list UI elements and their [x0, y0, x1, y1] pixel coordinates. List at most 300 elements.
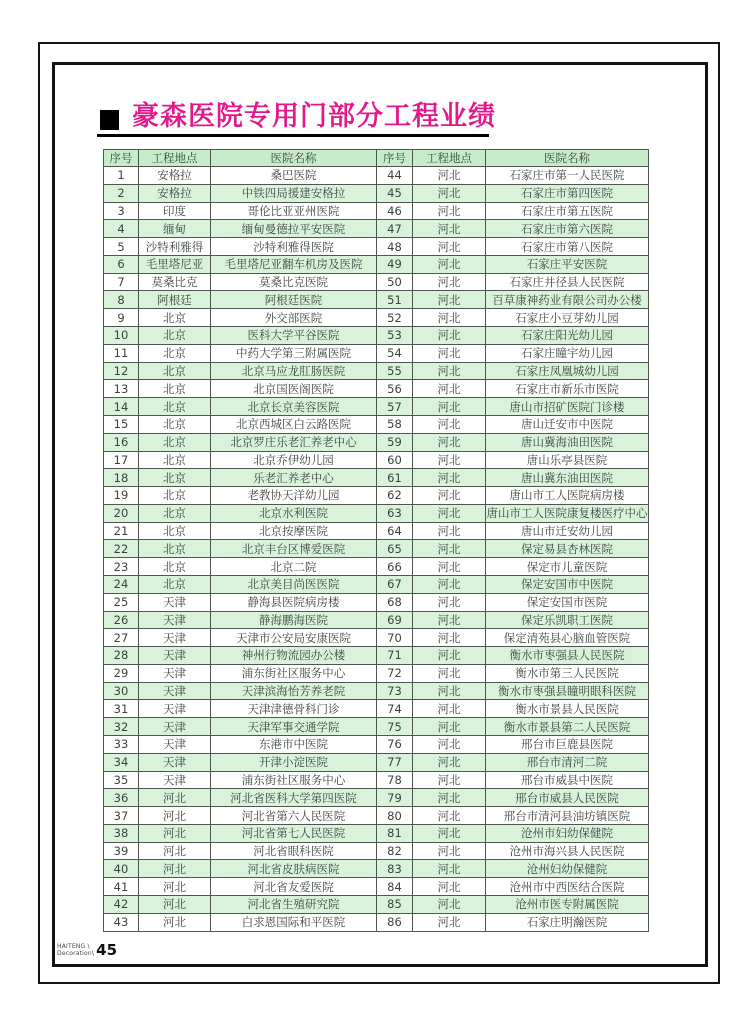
row-number-cell: 69: [377, 611, 413, 629]
hospital-name-cell: 河北省眼科医院: [211, 842, 377, 860]
row-number-cell: 27: [104, 629, 139, 647]
location-cell: 河北: [139, 878, 211, 896]
location-cell: 北京: [139, 433, 211, 451]
hospital-name-cell: 开津小淀医院: [211, 753, 377, 771]
row-number-cell: 71: [377, 647, 413, 665]
table-row: [104, 202, 649, 220]
hospital-name-cell: 石家庄市第八医院: [486, 238, 649, 256]
row-number-cell: 9: [104, 309, 139, 327]
row-number-cell: 65: [377, 540, 413, 558]
hospital-name-cell: 东港市中医院: [211, 736, 377, 754]
location-cell: 北京: [139, 487, 211, 505]
table-row: [104, 398, 649, 416]
row-number-cell: 81: [377, 824, 413, 842]
row-number-cell: 53: [377, 327, 413, 345]
location-cell: 河北: [413, 184, 486, 202]
table-row: [104, 824, 649, 842]
table-row: [104, 309, 649, 327]
location-cell: 河北: [413, 451, 486, 469]
location-cell: 河北: [413, 309, 486, 327]
location-cell: 河北: [139, 913, 211, 931]
hospital-name-cell: 衡水市枣强县瞳明眼科医院: [486, 682, 649, 700]
hospital-name-cell: 唐山冀海油田医院: [486, 433, 649, 451]
table-row: [104, 575, 649, 593]
hospital-name-cell: 沧州市妇幼保健院: [486, 824, 649, 842]
location-cell: 河北: [413, 736, 486, 754]
hospital-name-cell: 唐山迁安市中医院: [486, 415, 649, 433]
hospital-name-cell: 石家庄凤凰城幼儿园: [486, 362, 649, 380]
footer-logo: [57, 943, 117, 958]
location-cell: 河北: [139, 896, 211, 914]
row-number-cell: 67: [377, 575, 413, 593]
hospital-name-cell: 石家庄瞳宇幼儿园: [486, 344, 649, 362]
row-number-cell: 86: [377, 913, 413, 931]
row-number-cell: 13: [104, 380, 139, 398]
location-cell: 北京: [139, 558, 211, 576]
table-row: [104, 611, 649, 629]
row-number-cell: 10: [104, 327, 139, 345]
hospital-name-cell: 缅甸曼德拉平安医院: [211, 220, 377, 238]
location-cell: 天津: [139, 647, 211, 665]
row-number-cell: 3: [104, 202, 139, 220]
row-number-cell: 15: [104, 415, 139, 433]
location-cell: 河北: [413, 344, 486, 362]
location-cell: 河北: [413, 398, 486, 416]
hospital-name-cell: 天津市公安局安康医院: [211, 629, 377, 647]
hospital-name-cell: 石家庄阳光幼儿园: [486, 327, 649, 345]
row-number-cell: 20: [104, 504, 139, 522]
table-row: [104, 558, 649, 576]
row-number-cell: 75: [377, 718, 413, 736]
location-cell: 河北: [413, 611, 486, 629]
location-cell: 河北: [413, 753, 486, 771]
location-cell: 河北: [413, 238, 486, 256]
location-cell: 安格拉: [139, 184, 211, 202]
row-number-cell: 78: [377, 771, 413, 789]
row-number-cell: 17: [104, 451, 139, 469]
hospital-name-cell: 唐山冀东油田医院: [486, 469, 649, 487]
location-cell: 河北: [413, 220, 486, 238]
table-row: [104, 273, 649, 291]
location-cell: 天津: [139, 753, 211, 771]
hospital-name-cell: 保定安国市医院: [486, 593, 649, 611]
hospital-name-cell: 北京二院: [211, 558, 377, 576]
hospital-name-cell: 唐山市招矿医院门诊楼: [486, 398, 649, 416]
table-row: [104, 629, 649, 647]
hospital-name-cell: 河北省生殖研究院: [211, 896, 377, 914]
row-number-cell: 59: [377, 433, 413, 451]
row-number-cell: 56: [377, 380, 413, 398]
hospital-name-cell: 保定易县杏林医院: [486, 540, 649, 558]
row-number-cell: 84: [377, 878, 413, 896]
row-number-cell: 48: [377, 238, 413, 256]
hospital-name-cell: 天津津德骨科门诊: [211, 700, 377, 718]
location-cell: 天津: [139, 664, 211, 682]
hospital-name-cell: 衡水市第三人民医院: [486, 664, 649, 682]
row-number-cell: 18: [104, 469, 139, 487]
location-cell: 河北: [413, 807, 486, 825]
row-number-cell: 47: [377, 220, 413, 238]
location-cell: 北京: [139, 380, 211, 398]
row-number-cell: 37: [104, 807, 139, 825]
hospital-name-cell: 邢台市威县中医院: [486, 771, 649, 789]
hospital-name-cell: 河北省第七人民医院: [211, 824, 377, 842]
location-cell: 河北: [413, 167, 486, 185]
location-cell: 天津: [139, 593, 211, 611]
hospital-name-cell: 中药大学第三附属医院: [211, 344, 377, 362]
table-row: [104, 842, 649, 860]
row-number-cell: 70: [377, 629, 413, 647]
location-cell: 河北: [413, 504, 486, 522]
row-number-cell: 60: [377, 451, 413, 469]
header-serial-right: 序号: [377, 150, 413, 167]
hospital-name-cell: 河北省医科大学第四医院: [211, 789, 377, 807]
location-cell: 北京: [139, 522, 211, 540]
hospital-name-cell: 衡水市枣强县人民医院: [486, 647, 649, 665]
hospital-name-cell: 保定市儿童医院: [486, 558, 649, 576]
hospital-name-cell: 北京按摩医院: [211, 522, 377, 540]
location-cell: 河北: [413, 522, 486, 540]
hospital-name-cell: 邢台市威县人民医院: [486, 789, 649, 807]
location-cell: 河北: [413, 896, 486, 914]
table-row: [104, 433, 649, 451]
location-cell: 河北: [413, 842, 486, 860]
hospital-name-cell: 石家庄市第六医院: [486, 220, 649, 238]
hospital-name-cell: 医科大学平谷医院: [211, 327, 377, 345]
row-number-cell: 45: [377, 184, 413, 202]
location-cell: 河北: [413, 433, 486, 451]
hospital-name-cell: 唐山市工人医院康复楼医疗中心: [486, 506, 648, 521]
row-number-cell: 34: [104, 753, 139, 771]
hospital-name-cell: 沧州妇幼保健院: [486, 860, 649, 878]
location-cell: 河北: [139, 860, 211, 878]
location-cell: 北京: [139, 540, 211, 558]
row-number-cell: 33: [104, 736, 139, 754]
location-cell: 河北: [139, 807, 211, 825]
location-cell: 北京: [139, 504, 211, 522]
hospital-name-cell: 静海县医院病房楼: [211, 593, 377, 611]
location-cell: 北京: [139, 344, 211, 362]
hospital-name-cell: 浦东街社区服务中心: [211, 664, 377, 682]
location-cell: 河北: [139, 824, 211, 842]
hospital-name-cell: 百草康神药业有限公司办公楼: [486, 291, 649, 309]
table-header-row: [104, 150, 649, 167]
table-row: [104, 647, 649, 665]
row-number-cell: 52: [377, 309, 413, 327]
location-cell: 河北: [413, 860, 486, 878]
location-cell: 河北: [413, 540, 486, 558]
hospital-name-cell: 外交部医院: [211, 309, 377, 327]
title-block: [100, 101, 496, 133]
row-number-cell: 79: [377, 789, 413, 807]
header-location-left: 工程地点: [139, 150, 211, 167]
hospital-name-cell: 邢台市清河县油坊镇医院: [486, 807, 649, 825]
location-cell: 河北: [413, 718, 486, 736]
hospital-name-cell: 北京罗庄乐老汇养老中心: [211, 433, 377, 451]
row-number-cell: 66: [377, 558, 413, 576]
location-cell: 河北: [413, 878, 486, 896]
hospital-name-cell: 石家庄井径县人民医院: [486, 273, 649, 291]
logo-line1: HAITENG \: [57, 943, 90, 951]
row-number-cell: 30: [104, 682, 139, 700]
logo-line2: Decoration\: [57, 950, 95, 958]
hospital-name-cell: 北京美目尚医医院: [211, 575, 377, 593]
location-cell: 河北: [413, 913, 486, 931]
hospital-name-cell: 浦东街社区服务中心: [211, 771, 377, 789]
hospital-name-cell: 保定清苑县心脑血管医院: [486, 629, 649, 647]
hospital-name-cell: 神州行物流园办公楼: [211, 647, 377, 665]
table-row: [104, 327, 649, 345]
row-number-cell: 12: [104, 362, 139, 380]
hospital-name-cell: 北京乔伊幼儿园: [211, 451, 377, 469]
row-number-cell: 31: [104, 700, 139, 718]
hospital-name-cell: 北京国医阁医院: [211, 380, 377, 398]
table-row: [104, 771, 649, 789]
row-number-cell: 16: [104, 433, 139, 451]
row-number-cell: 83: [377, 860, 413, 878]
row-number-cell: 14: [104, 398, 139, 416]
location-cell: 缅甸: [139, 220, 211, 238]
hospital-name-cell: 河北省皮肤病医院: [211, 860, 377, 878]
table-row: [104, 291, 649, 309]
hospital-name-cell: 老教协天洋幼儿园: [211, 487, 377, 505]
location-cell: 河北: [413, 291, 486, 309]
location-cell: 河北: [413, 824, 486, 842]
location-cell: 北京: [139, 309, 211, 327]
hospital-name-cell: 乐老汇养老中心: [211, 469, 377, 487]
table-row: [104, 469, 649, 487]
table-row: [104, 789, 649, 807]
table-row: [104, 167, 649, 185]
row-number-cell: 82: [377, 842, 413, 860]
hospital-name-cell: 石家庄市第四医院: [486, 184, 649, 202]
hospital-name-cell: 沙特利雅得医院: [211, 238, 377, 256]
hospital-name-cell: 保定乐凯职工医院: [486, 611, 649, 629]
hospital-name-cell: 衡水市景县人民医院: [486, 700, 649, 718]
title-underline: [97, 134, 489, 137]
table-row: [104, 593, 649, 611]
location-cell: 北京: [139, 469, 211, 487]
table-row: [104, 220, 649, 238]
hospital-name-cell: 河北省友爱医院: [211, 878, 377, 896]
table-row: [104, 255, 649, 273]
location-cell: 河北: [139, 789, 211, 807]
row-number-cell: 2: [104, 184, 139, 202]
hospital-name-cell: 北京丰台区博爱医院: [211, 540, 377, 558]
row-number-cell: 36: [104, 789, 139, 807]
row-number-cell: 50: [377, 273, 413, 291]
location-cell: 河北: [413, 415, 486, 433]
table-row: [104, 682, 649, 700]
row-number-cell: 58: [377, 415, 413, 433]
location-cell: 河北: [413, 255, 486, 273]
achievements-table-wrap: [103, 149, 648, 932]
row-number-cell: 51: [377, 291, 413, 309]
row-number-cell: 19: [104, 487, 139, 505]
row-number-cell: 61: [377, 469, 413, 487]
location-cell: 印度: [139, 202, 211, 220]
location-cell: 天津: [139, 700, 211, 718]
row-number-cell: 21: [104, 522, 139, 540]
row-number-cell: 68: [377, 593, 413, 611]
location-cell: 河北: [139, 842, 211, 860]
hospital-name-cell: 沧州市中西医结合医院: [486, 878, 649, 896]
row-number-cell: 42: [104, 896, 139, 914]
row-number-cell: 1: [104, 167, 139, 185]
row-number-cell: 49: [377, 255, 413, 273]
row-number-cell: 22: [104, 540, 139, 558]
location-cell: 河北: [413, 629, 486, 647]
location-cell: 安格拉: [139, 167, 211, 185]
table-row: [104, 184, 649, 202]
table-row: [104, 664, 649, 682]
row-number-cell: 4: [104, 220, 139, 238]
hospital-name-cell: 北京长京美容医院: [211, 398, 377, 416]
location-cell: 河北: [413, 202, 486, 220]
hospital-name-cell: 石家庄小豆芽幼儿园: [486, 309, 649, 327]
row-number-cell: 41: [104, 878, 139, 896]
row-number-cell: 39: [104, 842, 139, 860]
row-number-cell: 26: [104, 611, 139, 629]
location-cell: 北京: [139, 415, 211, 433]
location-cell: 河北: [413, 380, 486, 398]
table-row: [104, 700, 649, 718]
row-number-cell: 11: [104, 344, 139, 362]
location-cell: 北京: [139, 362, 211, 380]
location-cell: 河北: [413, 682, 486, 700]
table-row: [104, 807, 649, 825]
table-row: [104, 896, 649, 914]
location-cell: 天津: [139, 629, 211, 647]
row-number-cell: 32: [104, 718, 139, 736]
hospital-name-cell: 邢台市清河二院: [486, 753, 649, 771]
row-number-cell: 6: [104, 255, 139, 273]
hospital-name-cell: 哥伦比亚亚州医院: [211, 202, 377, 220]
table-row: [104, 522, 649, 540]
row-number-cell: 5: [104, 238, 139, 256]
haiteng-decoration-logo: [57, 944, 94, 958]
location-cell: 河北: [413, 469, 486, 487]
hospital-name-cell: 莫桑比克医院: [211, 273, 377, 291]
location-cell: 河北: [413, 593, 486, 611]
row-number-cell: 25: [104, 593, 139, 611]
hospital-name-cell: 阿根廷医院: [211, 291, 377, 309]
location-cell: 天津: [139, 771, 211, 789]
row-number-cell: 57: [377, 398, 413, 416]
row-number-cell: 77: [377, 753, 413, 771]
header-location-right: 工程地点: [413, 150, 486, 167]
row-number-cell: 55: [377, 362, 413, 380]
hospital-name-cell: 河北省第六人民医院: [211, 807, 377, 825]
location-cell: 北京: [139, 398, 211, 416]
hospital-name-cell: 北京马应龙肛肠医院: [211, 362, 377, 380]
table-row: [104, 718, 649, 736]
row-number-cell: 7: [104, 273, 139, 291]
hospital-name-cell: 桑巴医院: [211, 167, 377, 185]
location-cell: 河北: [413, 771, 486, 789]
location-cell: 河北: [413, 362, 486, 380]
row-number-cell: 46: [377, 202, 413, 220]
location-cell: 北京: [139, 451, 211, 469]
hospital-name-cell: 沧州市海兴县人民医院: [486, 842, 649, 860]
row-number-cell: 63: [377, 504, 413, 522]
row-number-cell: 8: [104, 291, 139, 309]
hospital-name-cell: 石家庄市第一人民医院: [486, 167, 649, 185]
location-cell: 沙特利雅得: [139, 238, 211, 256]
location-cell: 河北: [413, 700, 486, 718]
hospital-name-cell: 唐山市迁安幼儿园: [486, 522, 649, 540]
location-cell: 河北: [413, 647, 486, 665]
row-number-cell: 23: [104, 558, 139, 576]
page-number: 45: [96, 941, 118, 959]
location-cell: 北京: [139, 575, 211, 593]
table-row: [104, 415, 649, 433]
row-number-cell: 72: [377, 664, 413, 682]
header-hospital-left: 医院名称: [211, 150, 377, 167]
table-row: [104, 913, 649, 931]
table-row: [104, 362, 649, 380]
hospital-name-cell: 毛里塔尼亚翻车机房及医院: [211, 255, 377, 273]
row-number-cell: 80: [377, 807, 413, 825]
table-row: [104, 860, 649, 878]
table-row: [104, 238, 649, 256]
location-cell: 莫桑比克: [139, 273, 211, 291]
table-row: [104, 344, 649, 362]
hospital-name-cell: 唐山市工人医院病房楼: [486, 487, 649, 505]
row-number-cell: 40: [104, 860, 139, 878]
table-row: [104, 736, 649, 754]
row-number-cell: 76: [377, 736, 413, 754]
row-number-cell: 54: [377, 344, 413, 362]
row-number-cell: 62: [377, 487, 413, 505]
location-cell: 天津: [139, 611, 211, 629]
row-number-cell: 73: [377, 682, 413, 700]
row-number-cell: 24: [104, 575, 139, 593]
table-row: [104, 504, 649, 522]
table-row: [104, 753, 649, 771]
row-number-cell: 28: [104, 647, 139, 665]
location-cell: 阿根廷: [139, 291, 211, 309]
location-cell: 天津: [139, 736, 211, 754]
location-cell: 天津: [139, 718, 211, 736]
location-cell: 毛里塔尼亚: [139, 255, 211, 273]
row-number-cell: 29: [104, 664, 139, 682]
row-number-cell: 64: [377, 522, 413, 540]
location-cell: 河北: [413, 273, 486, 291]
row-number-cell: 43: [104, 913, 139, 931]
table-row: [104, 878, 649, 896]
row-number-cell: 35: [104, 771, 139, 789]
table-row: [104, 487, 649, 505]
hospital-name-cell: 石家庄明瀚医院: [486, 913, 649, 931]
header-hospital-right: 医院名称: [486, 150, 649, 167]
location-cell: 天津: [139, 682, 211, 700]
achievements-table: [103, 149, 649, 932]
hospital-name-cell: 保定安国市中医院: [486, 575, 649, 593]
hospital-name-cell: 天津滨海怡芳养老院: [211, 682, 377, 700]
location-cell: 河北: [413, 487, 486, 505]
table-row: [104, 451, 649, 469]
hospital-name-cell: 石家庄市新乐市医院: [486, 380, 649, 398]
hospital-name-cell: 衡水市景县第二人民医院: [486, 718, 649, 736]
location-cell: 北京: [139, 327, 211, 345]
row-number-cell: 74: [377, 700, 413, 718]
location-cell: 河北: [413, 575, 486, 593]
hospital-name-cell: 静海鹏海医院: [211, 611, 377, 629]
row-number-cell: 38: [104, 824, 139, 842]
hospital-name-cell: 唐山乐亭县医院: [486, 451, 649, 469]
hospital-name-cell: 白求恩国际和平医院: [211, 913, 377, 931]
